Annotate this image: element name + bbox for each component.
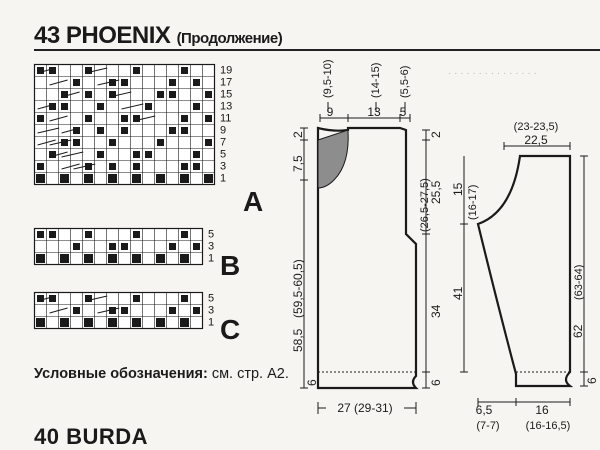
stitch-symbol [108,174,117,183]
chart-row-number: 9 [220,124,227,137]
bottom-width: 27 (29-31) [337,401,393,415]
stitch-symbol [204,174,213,183]
sleeve-cap-height-alt: (16-17) [467,184,479,220]
stitch-symbol [49,231,56,238]
stitch-symbol [36,318,45,327]
stitch-symbol [181,67,188,74]
background-bleed-text: · · · · · · · · · · · · · · · [448,68,537,79]
chart-a-grid [34,64,234,212]
stitch-symbol [169,243,176,250]
chart-c-label: C [220,314,241,345]
stitch-symbol [205,91,212,98]
neck-width-alt: (9,5-10) [322,59,334,98]
stitch-symbol [205,115,212,122]
stitch-symbol [169,307,176,314]
chart-row-number: 19 [220,64,233,77]
neck-width: 9 [326,105,334,119]
stitch-symbol [193,103,200,110]
stitch-symbol [157,91,164,98]
stitch-symbol [84,174,93,183]
stitch-symbol [109,243,116,250]
chart-row-number: 3 [220,160,227,173]
side-length: 34 [429,304,443,318]
stitch-symbol [145,103,152,110]
stitch-symbol [133,151,140,158]
stitch-symbol [109,139,116,146]
stitch-symbol [145,151,152,158]
chart-row-number: 17 [220,76,233,89]
stitch-symbol [132,254,141,263]
stitch-symbol [132,174,141,183]
shoulder-width-alt: (5,5-6) [399,65,411,98]
stitch-symbol [133,231,140,238]
stitch-symbol [156,318,165,327]
stitch-symbol [73,243,80,250]
stitch-symbol [60,174,69,183]
stitch-symbol [181,115,188,122]
total-length: 58,5 [291,328,305,352]
stitch-symbol [97,127,104,134]
chart-row-number: 1 [208,316,215,329]
neckline-shaded-area [318,130,348,188]
stitch-symbol [193,243,200,250]
stitch-symbol [181,295,188,302]
sleeve-cap-height: 15 [451,182,465,196]
sleeve-bottom-left-alt: (7-7) [476,420,500,432]
sleeve-cuff-height: 6 [585,377,599,384]
stitch-symbol [193,307,200,314]
chart-row-number: 15 [220,88,233,101]
stitch-symbol [85,115,92,122]
stitch-symbol [60,318,69,327]
stitch-symbol [121,243,128,250]
chart-row-number: 1 [220,172,227,185]
stitch-symbol [156,254,165,263]
stitch-symbol [181,163,188,170]
sleeve-outline [478,156,570,386]
sleeve-top-width: 22,5 [524,133,548,147]
total-length-alt: (59,5-60,5) [291,259,305,318]
stitch-symbol [108,318,117,327]
stitch-symbol [73,307,80,314]
sleeve-bottom-left: 6,5 [475,403,493,417]
sleeve-total-alt: (63-64) [573,264,585,300]
sleeve-length: 41 [451,286,465,300]
hem-height-left: 6 [305,379,319,386]
stitch-symbol [169,79,176,86]
stitch-symbol [84,318,93,327]
magazine-logo: 40 BURDA [34,424,149,449]
chart-row-number: 7 [220,136,227,149]
chart-row-number: 3 [208,240,215,253]
stitch-symbol [109,163,116,170]
stitch-symbol [156,174,165,183]
stitch-symbol [60,254,69,263]
stitch-symbol [132,318,141,327]
stitch-symbol [97,151,104,158]
pattern-number-title: 43 PHOENIX [34,22,171,49]
legend-note [34,366,289,382]
armhole-depth: 25,5 [429,180,443,204]
neck-depth: 7,5 [291,155,305,172]
stitch-symbol [205,139,212,146]
stitch-symbol [85,231,92,238]
armhole-alt: (26,5-27,5) [419,178,431,232]
chart-row-number: 1 [208,252,215,265]
stitch-symbol [193,79,200,86]
chart-row-number: 5 [208,292,215,305]
stitch-symbol [121,79,128,86]
stitch-symbol [85,91,92,98]
shoulder-width: 5 [399,105,407,119]
chart-a-label: A [243,186,264,217]
sleeve-bottom-right-alt: (16-16,5) [525,420,571,432]
stitch-symbol [180,254,189,263]
stitch-symbol [193,163,200,170]
stitch-symbol [36,254,45,263]
left-top-small: 2 [291,131,305,138]
chart-row-number: 5 [220,148,227,161]
stitch-symbol [133,163,140,170]
chart-c-grid [34,292,234,338]
right-top-small: 2 [429,131,443,138]
chart-b-label: B [220,250,241,281]
stitch-symbol [180,318,189,327]
stitch-symbol [121,307,128,314]
stitch-symbol [181,127,188,134]
center-width: 13 [367,105,381,119]
hem-height-right: 6 [429,379,443,386]
center-width-alt: (14-15) [370,62,382,98]
stitch-symbol [133,67,140,74]
sleeve-total: 62 [571,324,585,338]
stitch-symbol [37,163,44,170]
stitch-symbol [97,103,104,110]
stitch-symbol [157,139,164,146]
chart-row-number: 5 [208,228,215,241]
title-rule [34,49,600,51]
stitch-symbol [133,295,140,302]
stitch-symbol [180,174,189,183]
sleeve-schematic [451,116,600,436]
chart-row-number: 3 [208,304,215,317]
sleeve-bottom-right: 16 [535,403,549,417]
legend-term: Условные обозначения: [34,366,208,382]
stitch-symbol [37,231,44,238]
chart-row-number: 13 [220,100,233,113]
stitch-symbol [121,115,128,122]
chart-row-number: 11 [220,112,232,125]
stitch-symbol [73,139,80,146]
page-title [34,22,282,50]
stitch-symbol [121,127,128,134]
stitch-symbol [84,254,93,263]
sleeve-top-width-alt: (23-23,5) [513,121,559,133]
stitch-symbol [36,174,45,183]
stitch-symbol [73,79,80,86]
stitch-symbol [169,91,176,98]
chart-b-grid [34,228,234,274]
legend-reference: см. стр. А2. [211,366,289,382]
stitch-symbol [193,151,200,158]
stitch-symbol [169,127,176,134]
stitch-symbol [181,231,188,238]
front-schematic [290,56,450,428]
pattern-subtitle: (Продолжение) [176,30,283,47]
stitch-symbol [61,103,68,110]
stitch-symbol [108,254,117,263]
stitch-symbol [37,115,44,122]
